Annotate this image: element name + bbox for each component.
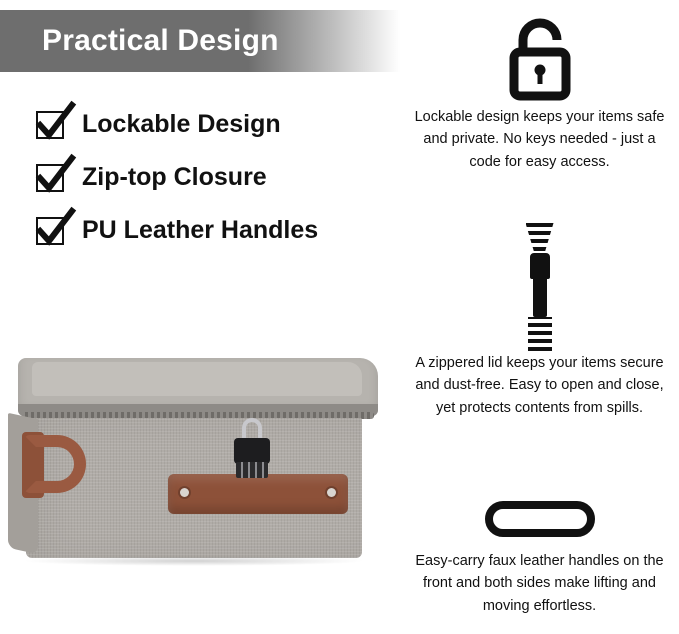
info-block-handles	[400, 488, 679, 617]
box-lid	[18, 358, 378, 416]
padlock-dials	[236, 462, 268, 478]
front-handle	[168, 474, 348, 514]
zipper-slider	[530, 253, 550, 279]
feature-label: Lockable Design	[82, 110, 281, 138]
padlock-body	[234, 438, 270, 464]
info-text: Lockable design keeps your items safe and private. No keys needed - just a code for easy access.	[414, 109, 665, 170]
combination-padlock	[230, 418, 274, 478]
padlock-shackle	[242, 418, 262, 440]
zipper-icon-shape	[520, 223, 560, 351]
list-item	[36, 110, 386, 139]
info-text: Easy-carry faux leather handles on the front and both sides make lifting and moving effortless.	[415, 553, 664, 614]
header-banner	[0, 10, 400, 72]
list-item	[36, 163, 386, 192]
leather-handle-icon	[400, 488, 679, 550]
checkbox-checked-icon	[36, 217, 64, 245]
lid-highlight	[32, 362, 362, 396]
info-block-lockable	[400, 14, 679, 173]
drop-shadow	[22, 556, 366, 566]
list-item	[36, 216, 386, 245]
product-image	[8, 350, 393, 575]
info-block-zipper	[400, 222, 679, 419]
zipper-icon	[400, 222, 679, 352]
zipper-pull-tab	[533, 277, 547, 317]
info-text: A zippered lid keeps your items secure and dust-free. Easy to open and close, yet protects contents from spills.	[415, 355, 664, 416]
checkbox-checked-icon	[36, 164, 64, 192]
feature-label: Zip-top Closure	[82, 163, 267, 191]
checkbox-checked-icon	[36, 111, 64, 139]
feature-checklist	[36, 110, 386, 269]
feature-label: PU Leather Handles	[82, 216, 319, 244]
info-column	[400, 0, 679, 634]
page-title: Practical Design	[42, 24, 279, 57]
padlock-open-icon	[400, 14, 679, 106]
side-handle	[24, 435, 86, 493]
zipper-teeth-bottom	[528, 317, 552, 351]
